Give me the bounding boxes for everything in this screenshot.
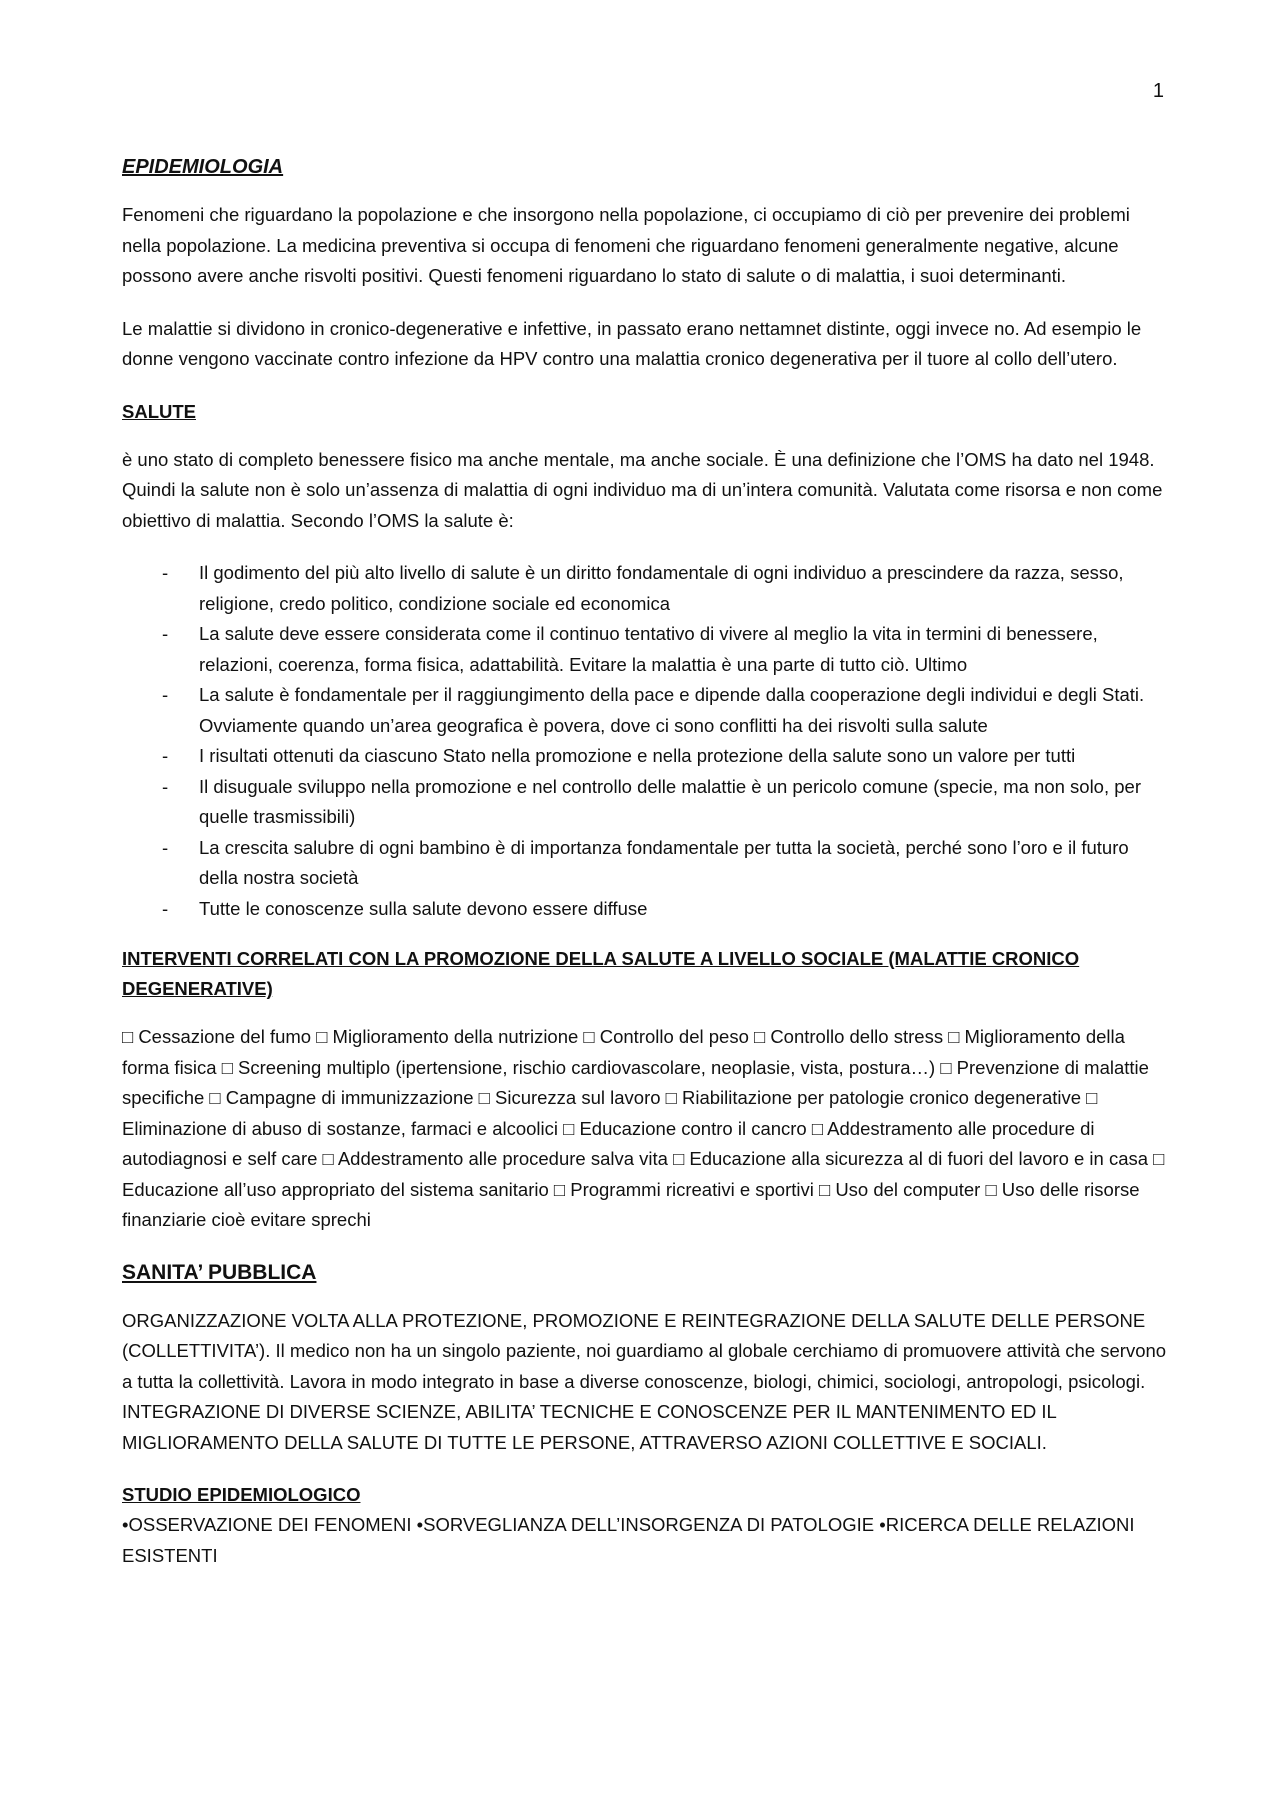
list-item-text: Il disuguale sviluppo nella promozione e nel controllo delle malattie è un pericolo comune (specie, ma non solo, per quelle trasmissibili): [199, 775, 1141, 827]
studio-paragraph: •OSSERVAZIONE DEI FENOMENI •SORVEGLIANZA DELL’INSORGENZA DI PATOLOGIE •RICERCA DELLE RELAZIONI ESISTENTI: [122, 1514, 1135, 1566]
intro-paragraph-1: Fenomeni che riguardano la popolazione e che insorgono nella popolazione, ci occupiamo di ciò per prevenire dei problemi nella popolazione. La medicina preventiva si occupa di fenomeni che riguardano fenomeni generalmente negative, alcune possono avere anche risvolti positivi. Questi fenomeni riguardano lo stato di salute o di malattia, i suoi determinanti.: [122, 204, 1130, 286]
list-item: [122, 619, 1168, 680]
list-dash: -: [162, 836, 169, 858]
list-dash: -: [162, 775, 169, 797]
list-item-text: Il godimento del più alto livello di salute è un diritto fondamentale di ogni individuo a prescindere da razza, sesso, religione, credo politico, condizione sociale ed economica: [199, 562, 1124, 614]
list-dash: -: [162, 623, 169, 644]
document-content: [122, 152, 1168, 1593]
section-heading-interventi: INTERVENTI CORRELATI CON LA PROMOZIONE DELLA SALUTE A LIVELLO SOCIALE (MALATTIE CRONICO DEGENERATIVE): [122, 948, 1080, 999]
list-item-text: La salute è fondamentale per il raggiungimento della pace e dipende dalla cooperazione degli individui e degli Stati. Ovviamente quando un’area geografica è povera, dove ci sono conflitti ha dei risvolti sulla salute: [199, 684, 1145, 736]
section-heading-sanita: SANITA’ PUBBLICA: [122, 1260, 317, 1284]
intro-paragraph-2: Le malattie si dividono in cronico-degenerative e infettive, in passato erano nettamnet distinte, oggi invece no. Ad esempio le donne vengono vaccinate contro infezione da HPV contro una malattia cronico degenerativa per il tuore al collo dell’utero.: [122, 317, 1142, 369]
list-item-text: I risultati ottenuti da ciascuno Stato nella promozione e nella protezione della salute sono un valore per tutti: [199, 745, 1076, 766]
list-item: [122, 894, 1168, 925]
list-dash: -: [162, 562, 169, 583]
list-item-text: La crescita salubre di ogni bambino è di importanza fondamentale per tutta la società, perché sono l’oro e il futuro della nostra società: [199, 836, 1129, 888]
interventi-paragraph: □ Cessazione del fumo □ Miglioramento della nutrizione □ Controllo del peso □ Controllo dello stress □ Miglioramento della forma fisica □ Screening multiplo (ipertensione, rischio cardiovascolare, neoplasie, vista, postura…) □ Prevenzione di malattie specifiche □ Campagne di immunizzazione □ Sicurezza sul lavoro □ Riabilitazione per patologie cronico degenerative □ Eliminazione di abuso di sostanze, farmaci e alcoolici □ Educazione contro il cancro □ Addestramento alle procedure di autodiagnosi e self care □ Addestramento alle procedure salva vita □ Educazione alla sicurezza al di fuori del lavoro e in casa □ Educazione all’uso appropriato del sistema sanitario □ Programmi ricreativi e sportivi □ Uso del computer □ Uso delle risorse finanziarie cioè evitare sprechi: [122, 1026, 1165, 1230]
list-dash: -: [162, 745, 169, 766]
salute-paragraph: è uno stato di completo benessere fisico ma anche mentale, ma anche sociale. È una definizione che l’OMS ha dato nel 1948. Quindi la salute non è solo un’assenza di malattia di ogni individuo ma di un’intera comunità. Valutata come risorsa e non come obiettivo di malattia. Secondo l’OMS la salute è:: [122, 448, 1163, 531]
page-number: 1: [1152, 80, 1164, 102]
list-item: [122, 741, 1168, 772]
list-dash: -: [162, 897, 169, 919]
salute-list: [122, 558, 1168, 924]
section-heading-salute: SALUTE: [122, 400, 196, 422]
list-item: [122, 772, 1168, 833]
list-item: [122, 680, 1168, 741]
list-item-text: Tutte le conoscenze sulla salute devono essere diffuse: [199, 897, 648, 919]
list-item: [122, 833, 1168, 894]
list-item: [122, 558, 1168, 619]
list-item-text: La salute deve essere considerata come il continuo tentativo di vivere al meglio la vita in termini di benessere, relazioni, coerenza, forma fisica, adattabilità. Evitare la malattia è una parte di tutto ciò. Ultimo: [199, 623, 1098, 675]
section-heading-studio: STUDIO EPIDEMIOLOGICO: [122, 1484, 361, 1505]
list-dash: -: [162, 684, 169, 705]
document-title: EPIDEMIOLOGIA: [122, 156, 284, 178]
sanita-paragraph: ORGANIZZAZIONE VOLTA ALLA PROTEZIONE, PROMOZIONE E REINTEGRAZIONE DELLA SALUTE DELLE PERSONE (COLLETTIVITA’). Il medico non ha un singolo paziente, noi guardiamo al globale cerchiamo di promuovere attività che servono a tutta la collettività. Lavora in modo integrato in base a diverse conoscenze, biologi, chimici, sociologi, antropologi, psicologi. INTEGRAZIONE DI DIVERSE SCIENZE, ABILITA’ TECNICHE E CONOSCENZE PER IL MANTENIMENTO ED IL MIGLIORAMENTO DELLA SALUTE DI TUTTE LE PERSONE, ATTRAVERSO AZIONI COLLETTIVE E SOCIALI.: [122, 1309, 1167, 1453]
